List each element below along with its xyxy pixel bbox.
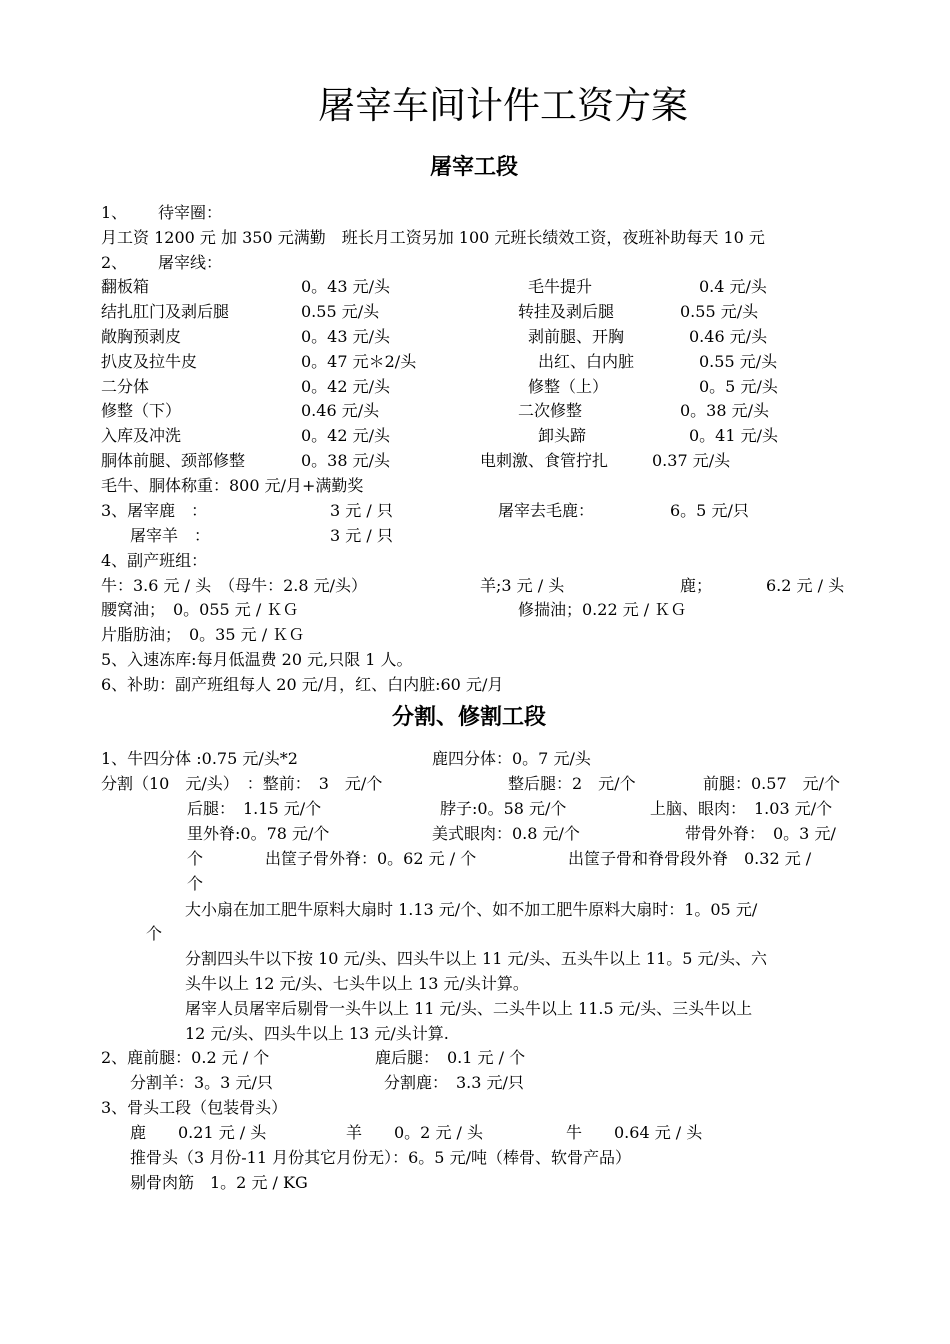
item3-dehaired-deer-label: 屠宰去毛鹿： [498,501,595,520]
s2-line2-c: 前腿：0.57 元/个 [703,774,841,793]
item1-number: 1、 [101,203,128,222]
item4-deer-label: 鹿； [680,576,713,595]
s2-line2-a: 分割（10 元/头） ：整前： 3 元/个 [101,774,383,793]
rate-value: 0.55 元/头 [301,302,380,321]
item1-label: 待宰圈： [158,203,223,222]
rate-name: 修整（下） [101,401,182,420]
rate-name: 二分体 [101,377,150,396]
s2-line1-b: 鹿四分体：0。7 元/头 [432,749,591,768]
rate-name: 翻板箱 [101,277,150,296]
rate-value: 0。43 元/头 [301,277,391,296]
item4-fat-2: 修揣油；0.22 元 / ＫＧ [518,600,687,619]
s2-line5-b: 出筐子骨外脊：0。62 元 / 个 [265,849,477,868]
s2-line5-a: 个 [187,849,204,868]
rate-value: 0。42 元/头 [301,377,391,396]
rate-name: 结扎肛门及剥后腿 [101,302,230,321]
s2-line15: 3、骨头工段（包装骨头） [101,1098,288,1117]
rate-name: 二次修整 [518,401,583,420]
s2-line16-a: 鹿 0.21 元 / 头 [130,1123,267,1142]
document-title: 屠宰车间计件工资方案 [318,84,688,127]
item3-dehaired-deer-value: 6。5 元/只 [670,501,749,520]
item4-fat-1: 腰窝油； 0。055 元 / ＫＧ [101,600,299,619]
item4-fat-3: 片脂肪油； 0。35 元 / ＫＧ [101,625,305,644]
item1-text: 月工资 1200 元 加 350 元满勤 班长月工资另加 100 元班长绩效工资，夜班补助每天 10 元 [101,228,765,247]
item3-sheep-value: 3 元 / 只 [330,526,393,545]
s2-line16-c: 牛 0.64 元 / 头 [566,1123,703,1142]
rate-name: 卸头蹄 [538,426,587,445]
rate-value: 0。43 元/头 [301,327,391,346]
s2-line7: 大小扇在加工肥牛原料大扇时 1.13 元/个、如不加工肥牛原料大扇时：1。05 元/ [185,900,758,919]
s2-line1-a: 1、牛四分体 :0.75 元/头*2 [101,749,298,768]
s2-line4-c: 带骨外脊： 0。3 元/ [685,824,836,843]
s2-line11: 屠宰人员屠宰后剔骨一头牛以上 11 元/头、二头牛以上 11.5 元/头、三头牛以上 [185,999,753,1018]
rate-value: 0.55 元/头 [680,302,759,321]
rate-value: 0。47 元＊2/头 [301,352,417,371]
s2-line10: 头牛以上 12 元/头、七头牛以上 13 元/头计算。 [185,974,529,993]
s2-line9: 分割四头牛以下按 10 元/头、四头牛以上 11 元/头、五头牛以上 11。5 元/头、六 [185,949,767,968]
s2-line14-b: 分割鹿： 3.3 元/只 [384,1073,524,1092]
item2-number: 2、 [101,253,128,272]
item4-cattle: 牛：3.6 元 / 头 （母牛：2.8 元/头） [101,576,368,595]
s2-line4-b: 美式眼肉：0.8 元/个 [432,824,580,843]
rate-name: 毛牛提升 [528,277,593,296]
s2-line6: 个 [187,874,204,893]
rate-value: 0。42 元/头 [301,426,391,445]
section-heading-cutting: 分割、修割工段 [392,705,547,730]
rate-value: 0.46 元/头 [301,401,380,420]
item4-sheep: 羊;3 元 / 头 [480,576,565,595]
s2-line18: 剔骨肉筋 1。2 元 / KG [130,1173,308,1192]
s2-line5-c: 出筐子骨和脊骨段外脊 0.32 元 / [568,849,812,868]
rate-value: 0.55 元/头 [699,352,778,371]
rate-name: 电刺激、食管拧扎 [480,451,609,470]
item6-text: 6、补助：副产班组每人 20 元/月，红、白内脏:60 元/月 [101,675,504,694]
s2-line16-b: 羊 0。2 元 / 头 [346,1123,484,1142]
rate-name: 修整（上） [528,377,609,396]
section-heading-slaughter: 屠宰工段 [430,155,519,180]
rate-value: 0.37 元/头 [652,451,731,470]
rate-name: 胴体前腿、颈部修整 [101,451,246,470]
s2-line4-a: 里外脊:0。78 元/个 [187,824,330,843]
rate-value: 0。41 元/头 [689,426,779,445]
weighing-text: 毛牛、胴体称重：800 元/月+满勤奖 [101,476,364,495]
rate-value: 0。38 元/头 [301,451,391,470]
s2-line13-b: 鹿后腿： 0.1 元 / 个 [375,1048,526,1067]
s2-line2-b: 整后腿：2 元/个 [508,774,636,793]
s2-line3-c: 上脑、眼肉： 1.03 元/个 [650,799,833,818]
rate-name: 出红、白内脏 [538,352,635,371]
item2-label: 屠宰线： [158,253,223,272]
item5-text: 5、入速冻库:每月低温费 20 元,只限 1 人。 [101,650,413,669]
s2-line13-a: 2、鹿前腿：0.2 元 / 个 [101,1048,270,1067]
item3-deer-value: 3 元 / 只 [330,501,393,520]
rate-value: 0.4 元/头 [699,277,767,296]
rate-name: 转挂及剥后腿 [518,302,615,321]
item4-heading: 4、副产班组： [101,551,208,570]
rate-name: 敞胸预剥皮 [101,327,182,346]
rate-name: 入库及冲洗 [101,426,182,445]
item4-deer-value: 6.2 元 / 头 [766,576,845,595]
s2-line12: 12 元/头、四头牛以上 13 元/头计算. [185,1024,449,1043]
s2-line3-b: 脖子:0。58 元/个 [440,799,567,818]
item3-sheep-label: 屠宰羊 ： [130,526,211,545]
item3-deer-label: 3、屠宰鹿 ： [101,501,208,520]
s2-line8: 个 [146,924,163,943]
rate-value: 0.46 元/头 [689,327,768,346]
rate-name: 扒皮及拉牛皮 [101,352,198,371]
s2-line3-a: 后腿： 1.15 元/个 [187,799,322,818]
rate-name: 剥前腿、开胸 [528,327,625,346]
rate-value: 0。5 元/头 [699,377,778,396]
s2-line17: 推骨头（3 月份-11 月份其它月份无）：6。5 元/吨（棒骨、软骨产品） [130,1148,631,1167]
s2-line14-a: 分割羊：3。3 元/只 [130,1073,273,1092]
rate-value: 0。38 元/头 [680,401,770,420]
